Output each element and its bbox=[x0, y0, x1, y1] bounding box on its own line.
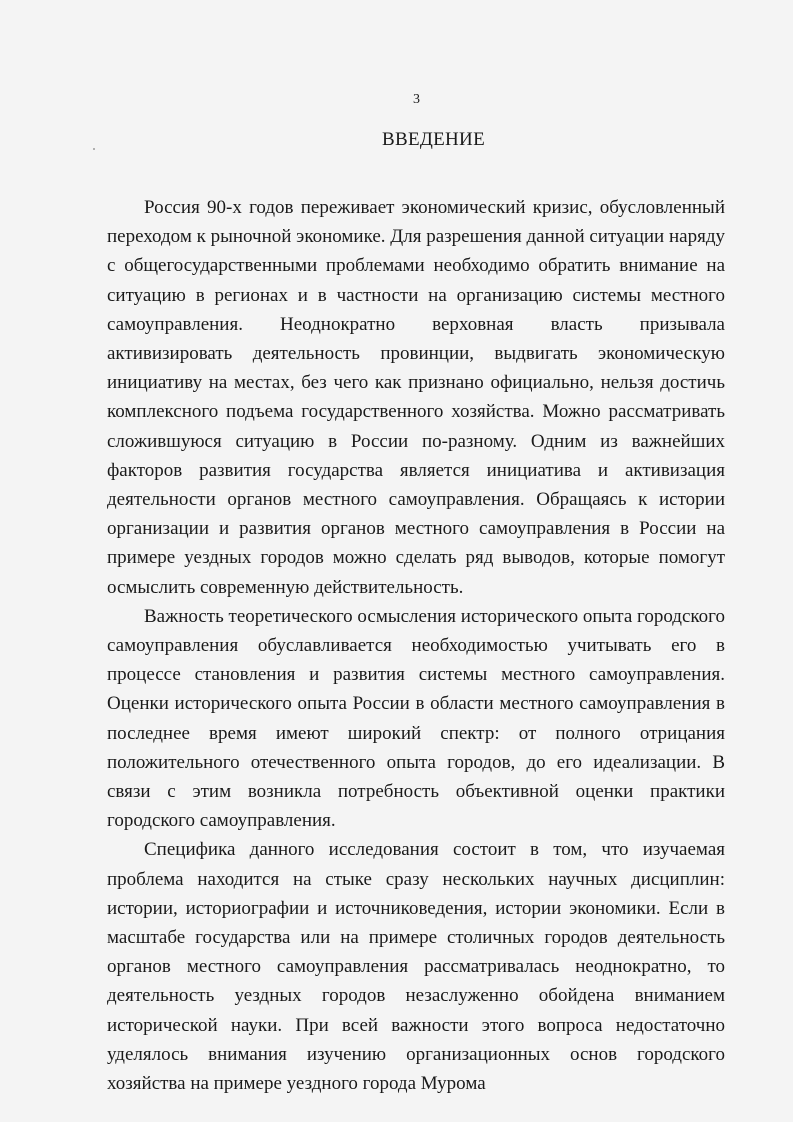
paragraph-3: Специфика данного исследования состоит в том, что изучаемая проблема находится на стыке сразу нескольких научных дисциплин: истории, историографии и источниковедения, истории экономики. Если в масштабе государства или на примере столичных городов деятельность органов местного самоуправления рассматривалась неоднократно, то деятельность уездных городов незаслуженно обойдена вниманием исторической науки. При всей важности этого вопроса недостаточно уделялось внимания изучению организационных основ городского хозяйства на примере уездного города Мурома bbox=[107, 839, 725, 1095]
paragraph-2: Важность теоретического осмысления исторического опыта городского самоуправления обуславливается необходимостью учитывать его в процессе становления и развития системы местного самоуправления. Оценки исторического опыта России в области местного самоуправления в последнее время имеют широкий спектр: от полного отрицания положительного отечественного опыта городов, до его идеализации. В связи с этим возникла потребность объективной оценки практики городского самоуправления. bbox=[107, 605, 725, 832]
body-text bbox=[107, 193, 725, 1098]
page-number: 3 bbox=[413, 92, 420, 107]
section-title: ВВЕДЕНИЕ bbox=[382, 129, 485, 150]
paragraph-1: Россия 90-х годов переживает экономический кризис, обусловленный переходом к рыночной экономике. Для разрешения данной ситуации наряду с общегосударственными проблемами необходимо обратить внимание на ситуацию в регионах и в частности на организацию системы местного самоуправления. Неоднократно верховная власть призывала активизировать деятельность провинции, выдвигать экономическую инициативу на местах, без чего как признано официально, нельзя достичь комплексного подъема государственного хозяйства. Можно рассматривать сложившуюся ситуацию в России по-разному. Одним из важнейших факторов развития государства является инициатива и активизация деятельности органов местного самоуправления. Обращаясь к истории организации и развития органов местного самоуправления в России на примере уездных городов можно сделать ряд выводов, которые помогут осмыслить современную действительность. bbox=[107, 197, 725, 598]
